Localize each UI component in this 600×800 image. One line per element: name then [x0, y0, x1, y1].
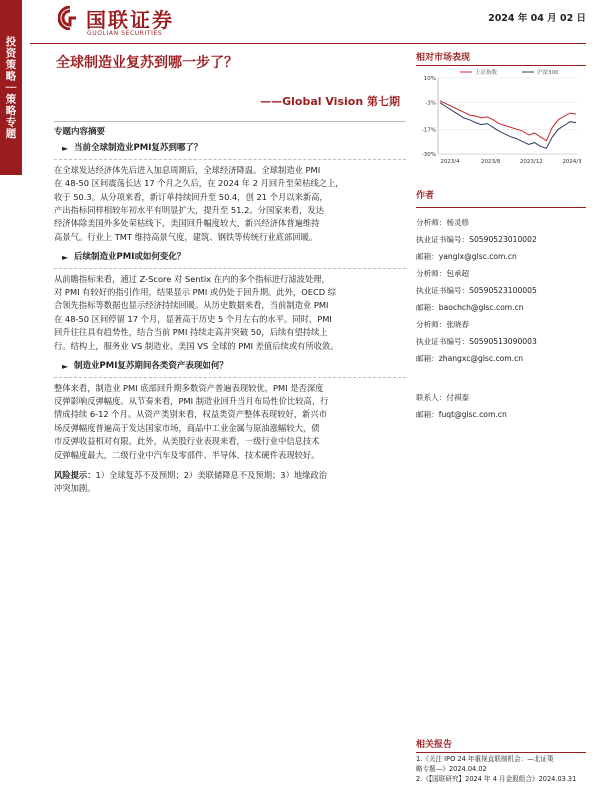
title-divider: [54, 121, 406, 122]
paragraph-line: 情成持续 6-12 个月。从资产类别来看，权益类资产整体表现较好，新兴市: [54, 409, 328, 420]
y-tick-label: -17%: [421, 127, 436, 134]
section-paragraph-1: [54, 164, 406, 244]
x-tick-label: 2023/4: [440, 159, 460, 165]
legend-label: 沪深300: [537, 70, 559, 76]
analyst-email[interactable]: 邮箱：baochch@glsc.com.cn: [416, 303, 524, 312]
contact-email[interactable]: 邮箱：fuqt@glsc.com.cn: [416, 410, 507, 419]
paragraph-line: 场反弹幅度普遍高于发达国家市场，商品中工业金属与原油涨幅较大，债: [54, 422, 320, 433]
paragraph-line: 经济体除美国外多处荣枯线下，美国回升幅度较大，新兴经济体普遍维持: [54, 218, 320, 229]
analyst-email[interactable]: 邮箱：zhangxc@glsc.com.cn: [416, 354, 524, 363]
paragraph-line: 行。结构上，服务业 VS 制造业、美国 VS 全球的 PMI 差值后续或有所收敛。: [54, 340, 339, 351]
side-section-label: 投资策略｜策略专题: [0, 0, 22, 175]
company-logo: [58, 4, 218, 42]
report-subtitle: ——Global Vision 第七期: [260, 95, 400, 108]
question-divider: [54, 159, 406, 160]
chart-panel: [416, 50, 586, 66]
triangle-bullet-icon: ►: [62, 362, 69, 372]
paragraph-line: 对 PMI 有较好的指引作用，结果显示 PMI 或仍处于回升期。此外，OECD 综: [54, 287, 337, 298]
chart-heading: 相对市场表现: [416, 50, 586, 66]
paragraph-line: 从前瞻指标来看，通过 Z-Score 对 Sentix 在内的多个指标进行滤波处理，: [54, 273, 330, 284]
risk-text: 1）全球复苏不及预期；2）美联储降息不及预期；3）地缘政治: [95, 469, 328, 480]
triangle-bullet-icon: ►: [62, 253, 69, 263]
report-link[interactable]: 略专题—》2024.04.02: [416, 765, 487, 773]
relative-performance-chart: [416, 66, 586, 168]
x-tick-label: 2023/12: [519, 159, 543, 165]
abstract-heading: 专题内容摘要: [54, 127, 106, 137]
legend-label: 上证指数: [475, 70, 498, 76]
analyst-name: 分析师：杨灵修: [416, 218, 470, 227]
series-line-1: [440, 101, 576, 141]
paragraph-line: 高景气。行业上 TMT 维持高景气度，建筑、钢铁等传统行业底部回暖。: [54, 231, 318, 242]
analyst-cert: 执业证书编号：S0590513090003: [416, 337, 537, 346]
section-question-3: [54, 360, 406, 373]
paragraph-line: 反弹幅度最大，二级行业中汽车及零部件、半导体、技术硬件表现较好。: [54, 449, 320, 460]
paragraph-line: 在 48-50 区间震荡长达 17 个月之久后，在 2024 年 2 月回升至荣枯线之上，: [54, 178, 344, 189]
paragraph-line: 收于 50.3。从分项来看，新订单持续回升至 50.4，创 21 个月以来新高，: [54, 191, 328, 202]
question-divider: [54, 377, 406, 378]
x-tick-label: 2023/8: [480, 159, 501, 165]
y-tick-label: -30%: [421, 152, 436, 158]
logo-mark-icon: [58, 6, 82, 30]
paragraph-line: 回升往往具有趋势性，结合当前 PMI 持续走高并突破 50，后续有望持续上: [54, 327, 328, 338]
triangle-bullet-icon: ►: [62, 144, 69, 154]
paragraph-line: 在全球发达经济体先后进入加息周期后，全球经济降温。全球制造业 PMI: [54, 164, 321, 175]
risk-warning: [54, 469, 406, 496]
analyst-name: 分析师：张晓春: [416, 320, 470, 329]
paragraph-line: 反弹影响反弹幅度。从节奏来看，PMI 制造业回升当月布局性价比较高，行: [54, 395, 329, 406]
report-title: 全球制造业复苏到哪一步了？: [56, 55, 238, 71]
section-paragraph-3: [54, 382, 406, 462]
y-tick-label: -3%: [425, 100, 436, 107]
reports-heading: 相关报告: [416, 740, 586, 753]
related-reports: [416, 740, 586, 784]
header-divider: [30, 43, 586, 44]
section-question-1: [54, 142, 406, 155]
paragraph-line: 整体来看，制造业 PMI 底部回升期多数资产普遍表现较优，PMI 是否深度: [54, 382, 324, 393]
paragraph-line: 产出指标同样相较年初水平有明显扩大，提升至 51.2。分国家来看，发达: [54, 205, 325, 216]
report-link[interactable]: 1.《关注 IPO 24 年重视直联制机会：—北证策: [416, 755, 554, 763]
analyst-email[interactable]: 邮箱：yanglx@glsc.com.cn: [416, 252, 517, 261]
risk-label: 风险提示：: [54, 469, 96, 480]
section-question-2: [54, 251, 406, 264]
question-text: 后续制造业PMI或如何变化？: [74, 252, 186, 263]
x-tick-label: 2024/3: [562, 159, 582, 165]
authors-heading: 作者: [416, 188, 586, 208]
main-content: [54, 124, 406, 503]
risk-text: 冲突加剧。: [54, 483, 96, 494]
logo-text-en: GUOLIAN SECURITIES: [87, 30, 163, 37]
analyst-cert: 执业证书编号：S0590523010002: [416, 235, 537, 244]
authors-panel: [416, 188, 586, 423]
report-link[interactable]: 2.《【国联研究】2024 年 4 月金股组合》2024.03.31: [416, 775, 577, 783]
paragraph-line: 市反弹收益相对有限。此外，从美股行业表现来看，一级行业中信息技术: [54, 436, 320, 447]
section-paragraph-2: [54, 273, 406, 353]
paragraph-line: 在 48-50 区间停留 17 个月，显著高于历史 5 个月左右的水平。同时，PMI: [54, 313, 332, 324]
y-tick-label: 10%: [423, 76, 436, 82]
question-text: 制造业PMI复苏期间各类资产表现如何？: [74, 361, 228, 372]
paragraph-line: 合领先指标等数据也显示经济持续回暖。从历史数据来看，当前制造业 PMI: [54, 300, 329, 311]
series-line-2: [440, 103, 576, 149]
report-date: 2024 年 04 月 02 日: [488, 13, 586, 24]
question-text: 当前全球制造业PMI复苏到哪了？: [74, 143, 203, 154]
contact-name: 联系人：付祺泰: [416, 393, 470, 402]
analyst-cert: 执业证书编号：S0590523100005: [416, 286, 537, 295]
logo-text-cn: 国联证券: [86, 8, 174, 32]
question-divider: [54, 268, 406, 269]
analyst-name: 分析师：包承超: [416, 269, 470, 278]
